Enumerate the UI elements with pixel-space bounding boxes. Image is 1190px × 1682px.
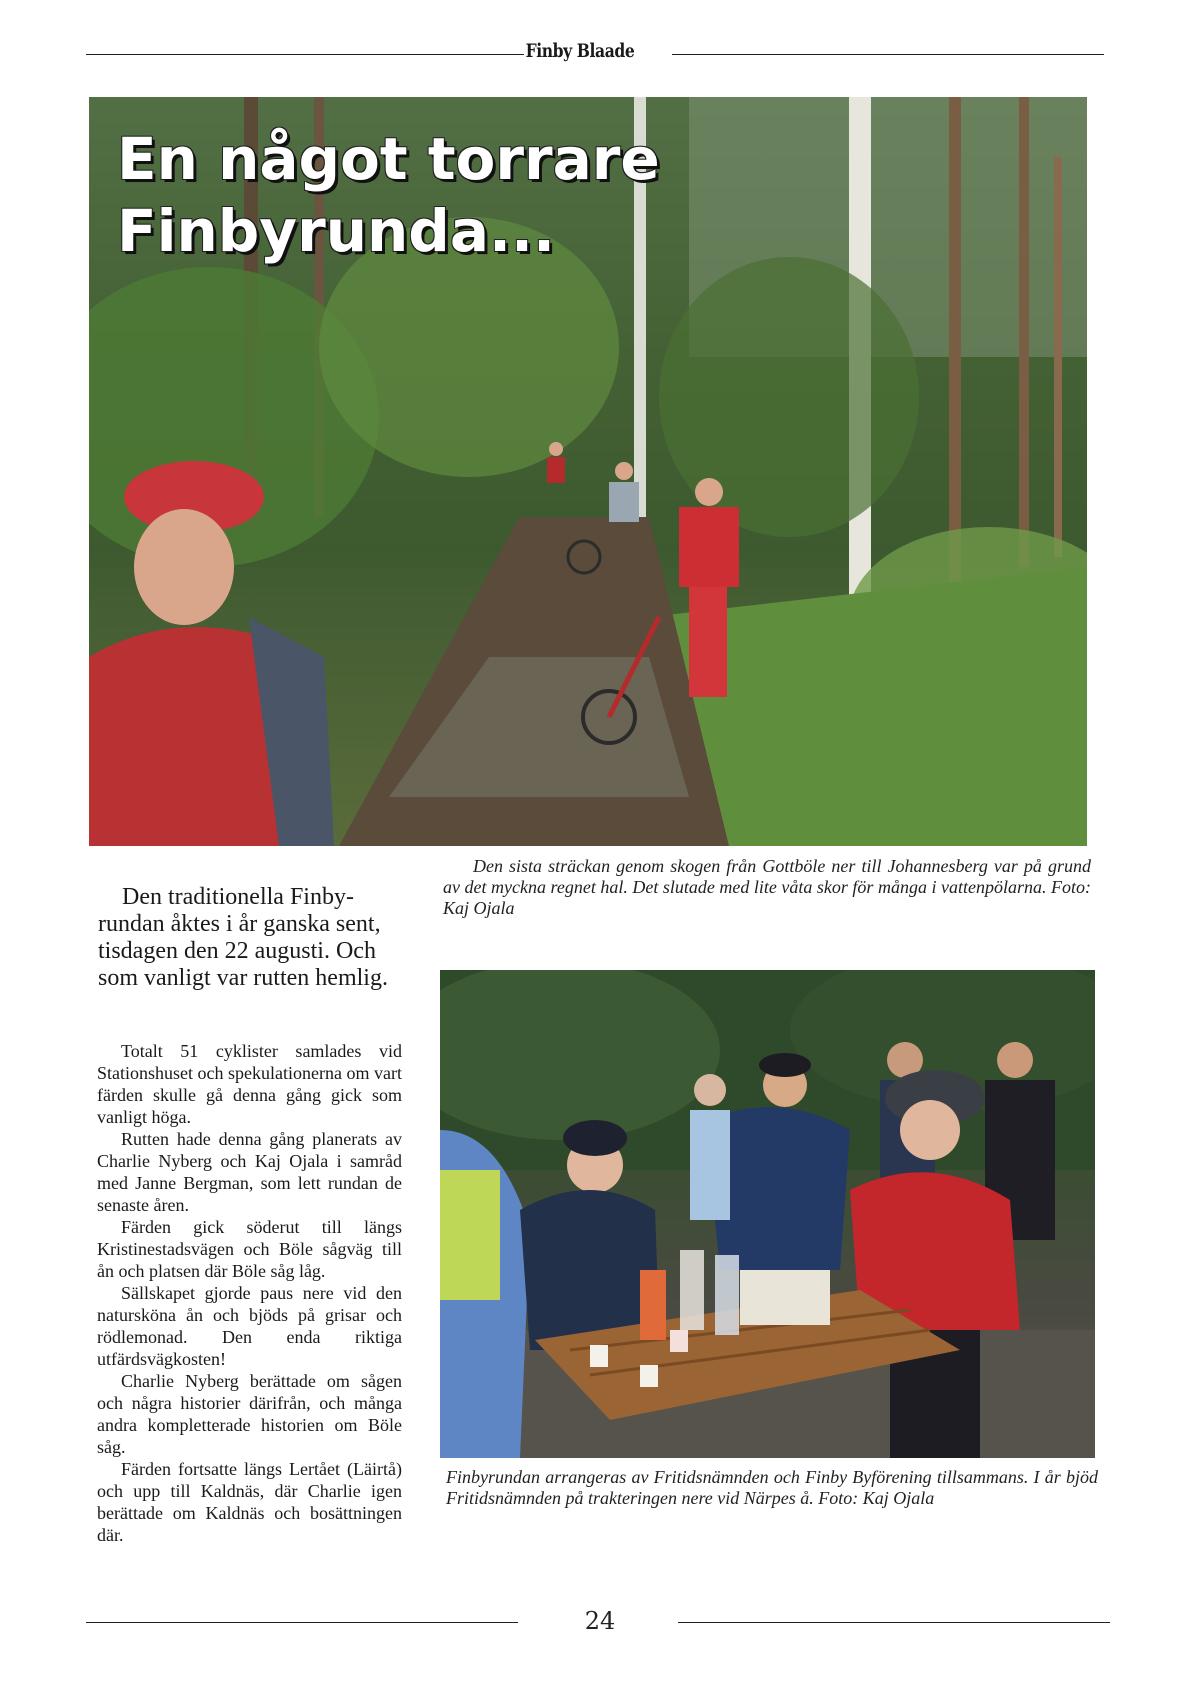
footer-rule-right — [678, 1622, 1110, 1623]
article-lead: Den traditionella Finby-rundan åktes i år ganska sent, tisdagen den 22 augusti. Och som vanligt var rutten hemlig. — [98, 884, 388, 991]
main-photo-caption: Den sista sträckan genom skogen från Gottböle ner till Johannesberg var på grund av det myckna regnet hal. Det slutade med lite våta skor för många i vattenpölarna. Foto: Kaj Ojala — [443, 856, 1091, 918]
header-rule-left — [86, 54, 524, 55]
body-paragraph: Sällskapet gjorde paus nere vid den natursköna ån och bjöds på grisar och rödlemonad. Den enda riktiga utfärdsvägkosten! — [97, 1283, 402, 1369]
main-photo-forest-cyclists — [89, 97, 1087, 846]
body-paragraph: Färden gick söderut till längs Kristinestadsvägen och Böle sågväg till ån och platsen där Böle såg låg. — [97, 1217, 402, 1281]
body-paragraph: Charlie Nyberg berättade om sågen och några historier därifrån, och många andra kompletterade historien om Böle såg. — [97, 1371, 402, 1457]
footer-rule-left — [86, 1622, 518, 1623]
header-rule-right — [672, 54, 1104, 55]
second-photo-caption: Finbyrundan arrangeras av Fritidsnämnden och Finby Byförening tillsammans. I år bjöd Fritidsnämnden på trakteringen nere vid Närpes å. Foto: Kaj Ojala — [446, 1467, 1098, 1508]
picnic-illustration — [440, 970, 1095, 1458]
second-photo-picnic — [440, 970, 1095, 1458]
body-paragraph: Totalt 51 cyklister samlades vid Stationshuset och spekulationerna om vart färden skulle gå denna gång gick som vanligt höga. — [97, 1041, 402, 1127]
article-body — [97, 1040, 402, 1546]
headline-line-1: En något torrare — [117, 125, 660, 193]
body-paragraph: Färden fortsatte längs Lertået (Läirtå) och upp till Kaldnäs, där Charlie igen berättade om Kaldnäs och bosättningen där. — [97, 1459, 402, 1545]
publication-title: Finby Blaade — [525, 40, 635, 62]
body-paragraph: Rutten hade denna gång planerats av Charlie Nyberg och Kaj Ojala i samråd med Janne Bergman, som lett rundan de senaste åren. — [97, 1129, 402, 1215]
headline-line-2: Finbyrunda... — [117, 197, 556, 265]
article-headline — [117, 123, 660, 267]
page-number: 24 — [584, 1607, 616, 1635]
